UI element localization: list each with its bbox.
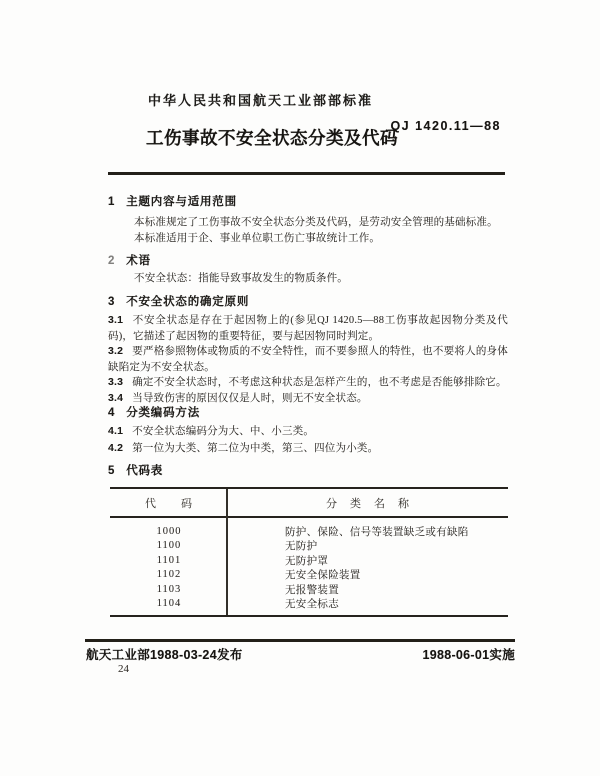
name-cell: 无防护罩	[285, 555, 329, 567]
footer-divider-rule	[85, 639, 515, 642]
clause-4-1-text: 不安全状态编码分为大、中、小三类。	[132, 426, 315, 437]
name-cell: 防护、保险、信号等装置缺乏或有缺陷	[285, 526, 469, 538]
clause-3-1	[108, 313, 508, 344]
effective-date-line: 1988-06-01实施	[422, 648, 515, 662]
title-divider-rule	[108, 172, 505, 175]
code-table-body	[110, 518, 508, 615]
name-column-header: 分 类 名 称	[326, 497, 410, 510]
section-1-heading-label: 主题内容与适用范围	[126, 196, 237, 208]
clause-4-2-number: 4.2	[108, 442, 124, 454]
clause-4-2	[108, 440, 508, 457]
section-3-number: 3	[108, 296, 116, 308]
table-row	[110, 553, 508, 568]
section-3-items	[108, 313, 508, 406]
code-cell: 1101	[156, 554, 182, 566]
clause-4-1	[108, 423, 508, 440]
clause-3-2-text: 要严格参照物体或物质的不安全特性，而不要参照人的特性，也不要将人的身体缺陷定为不安全状态。	[108, 346, 508, 373]
clause-3-4-text: 当导致伤害的原因仅仅是人时，则无不安全状态。	[132, 392, 368, 404]
code-cell: 1103	[156, 583, 182, 595]
table-row	[110, 524, 508, 539]
clause-3-2-number: 3.2	[108, 345, 124, 357]
clause-3-3	[108, 375, 508, 391]
code-cell: 1000	[156, 525, 182, 537]
standard-number: QJ 1420.11—88	[390, 119, 501, 133]
clause-3-4-number: 3.4	[108, 391, 124, 404]
section-4-heading-label: 分类编码方法	[126, 407, 201, 419]
clause-4-2-text: 第一位为大类、第二位为中类，第三、四位为小类。	[132, 443, 379, 454]
name-cell: 无安全保险装置	[285, 570, 361, 582]
code-cell: 1100	[156, 540, 182, 552]
code-column-header: 代 码	[145, 497, 193, 510]
section-5-number: 5	[108, 465, 116, 477]
section-2-number: 2	[108, 255, 116, 267]
name-cell: 无安全标志	[285, 599, 339, 611]
section-1-paragraph-scope: 本标准规定了工伤事故不安全状态分类及代码，是劳动安全管理的基础标准。	[134, 217, 498, 228]
table-row	[110, 539, 508, 554]
section-4-number: 4	[108, 407, 116, 419]
table-row	[110, 582, 508, 597]
clause-3-1-text: 不安全状态是存在于起因物上的(参见QJ 1420.5—88工伤事故起因物分类及代码)，它描述了起因物的重要特征，要与起因物同时判定。	[108, 315, 508, 342]
section-3-heading	[108, 293, 508, 309]
section-3-heading-label: 不安全状态的确定原则	[126, 296, 250, 308]
section-2-definition-paragraph: 不安全状态：指能导致事故发生的物质条件。	[134, 273, 348, 284]
section-1-heading	[108, 193, 508, 209]
code-table	[110, 487, 508, 617]
issue-date-line: 航天工业部1988-03-24发布	[86, 648, 243, 662]
issuing-authority-line: 中华人民共和国航天工业部部标准	[148, 93, 374, 108]
name-cell: 无防护	[285, 541, 318, 553]
section-5-heading-label: 代码表	[126, 465, 164, 477]
code-table-column-divider	[226, 489, 228, 615]
name-cell: 无报警装置	[285, 584, 339, 596]
clause-3-1-number: 3.1	[108, 314, 124, 326]
clause-3-3-number: 3.3	[108, 376, 124, 388]
clause-3-2	[108, 344, 508, 375]
section-4-heading	[108, 404, 508, 420]
document-title: 工伤事故不安全状态分类及代码	[146, 128, 398, 148]
section-2-heading-label: 术语	[126, 255, 151, 267]
section-1-paragraph-applicability: 本标准适用于企、事业单位职工伤亡事故统计工作。	[134, 233, 381, 244]
section-2-heading	[108, 252, 508, 268]
clause-3-3-text: 确定不安全状态时，不考虑这种状态是怎样产生的，也不考虑是否能够排除它。	[132, 377, 507, 388]
page-number: 24	[118, 663, 129, 675]
section-4-items	[108, 423, 508, 457]
section-1-number: 1	[108, 196, 116, 208]
code-cell: 1102	[156, 569, 182, 581]
table-row	[110, 597, 508, 612]
section-5-heading	[108, 462, 508, 478]
code-table-header-row	[110, 489, 508, 518]
table-row	[110, 568, 508, 583]
clause-4-1-number: 4.1	[108, 425, 124, 437]
code-cell: 1104	[156, 598, 182, 610]
